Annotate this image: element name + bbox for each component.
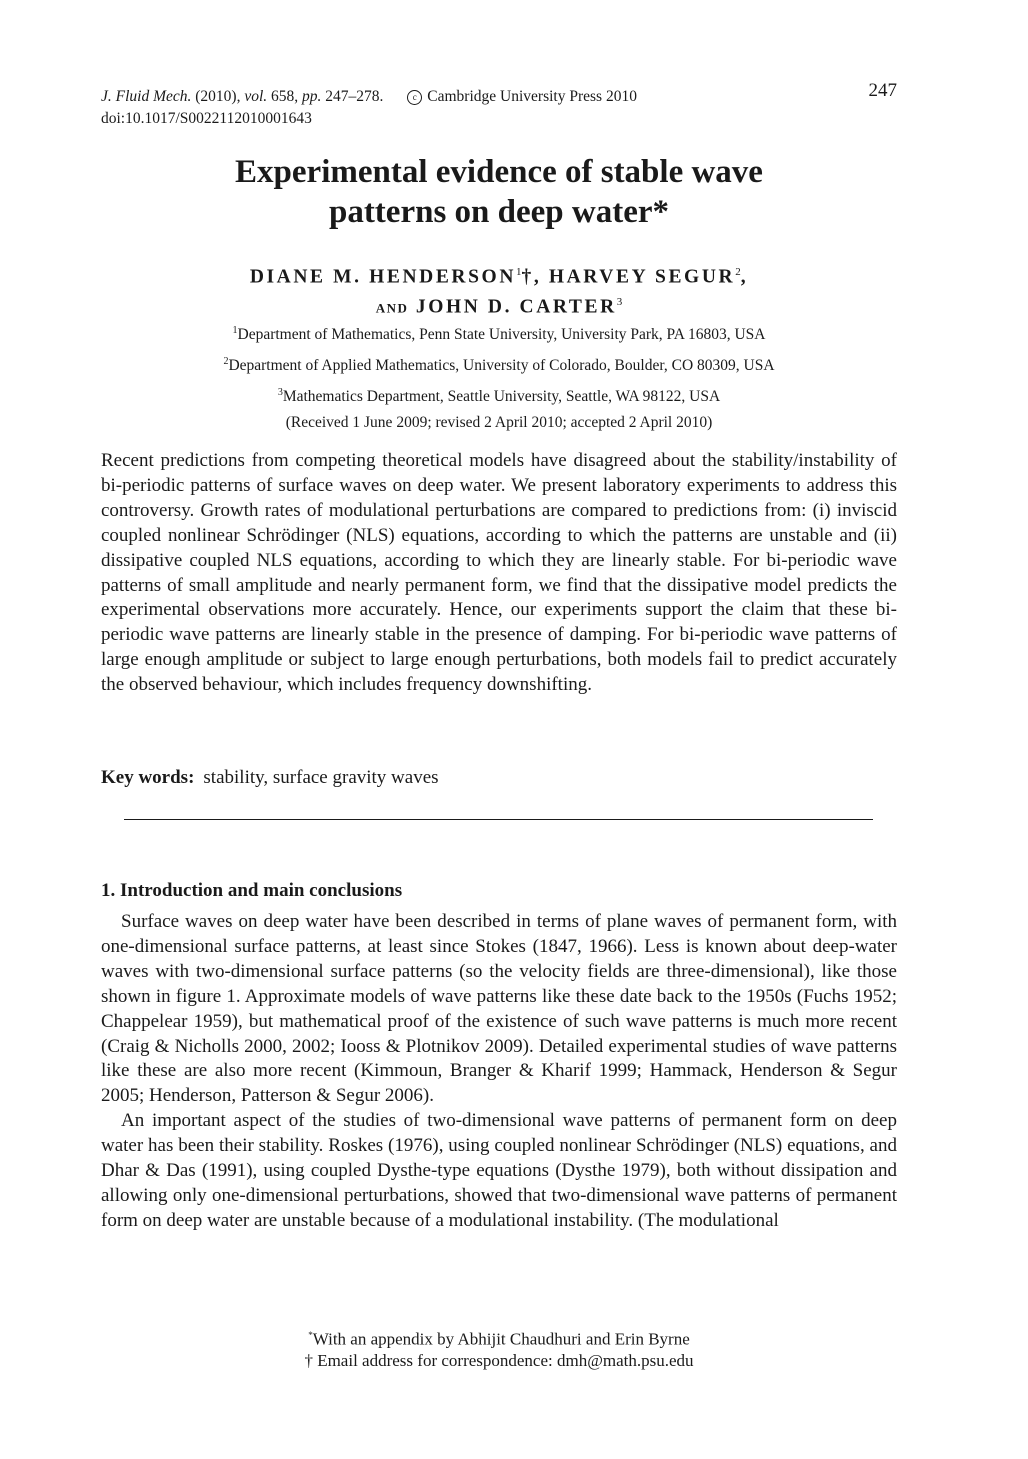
and-word: AND <box>375 300 409 315</box>
author-1: DIANE M. HENDERSON <box>249 266 517 288</box>
affiliations <box>101 317 897 410</box>
page-range: 247–278. <box>325 88 384 105</box>
volume: 658, <box>271 88 299 105</box>
keywords-label: Key words: <box>101 767 195 788</box>
affiliation-mark: 2 <box>223 356 229 368</box>
received-dates: (Received 1 June 2009; revised 2 April 2010; accepted 2 April 2010) <box>285 414 713 431</box>
footnote-1 <box>101 1325 897 1350</box>
copyright-icon: c <box>407 90 422 105</box>
affiliation-3 <box>101 379 897 410</box>
author-2: HARVEY SEGUR <box>548 266 736 288</box>
footnote-1-text: With an appendix by Abhijit Chaudhuri and Erin Byrne <box>312 1329 690 1349</box>
author-2-affil-mark: 2 <box>735 266 741 278</box>
page-number: 247 <box>868 80 897 101</box>
journal-name: J. Fluid Mech. <box>101 88 192 105</box>
pp-label: pp. <box>302 88 322 105</box>
running-header <box>101 80 897 130</box>
footnote-2: † Email address for correspondence: dmh@math.psu.edu <box>304 1350 694 1370</box>
author-separator: , <box>740 266 749 288</box>
author-1-dagger: †, <box>521 266 542 288</box>
footnotes <box>101 1325 897 1371</box>
title-line-2: patterns on deep water <box>328 194 653 230</box>
section-body <box>101 910 897 1234</box>
author-list <box>101 260 897 320</box>
section-heading: 1. Introduction and main conclusions <box>101 880 403 901</box>
abstract: Recent predictions from competing theoretical models have disagreed about the stability/instability of bi-periodic patterns of surface waves on deep water. We present laboratory experiments to address this controversy. Growth rates of modulational perturbations are compared to predictions from: (i) inviscid coupled nonlinear Schrödinger (NLS) equations, according to which the patterns are unstable and (ii) dissipative coupled NLS equations, according to which they are linearly stable. For bi-periodic wave patterns of small amplitude and nearly permanent form, we find that the dissipative model predicts the experimental observations more accurately. Hence, our experiments support the claim that these bi-periodic wave patterns are linearly stable in the presence of damping. For bi-periodic wave patterns of large enough amplitude or subject to large enough perturbations, both models fail to predict accurately the observed behaviour, which includes frequency downshifting. <box>101 450 897 696</box>
paragraph-2: An important aspect of the studies of two-dimensional wave patterns of permanent form on deep water has been their stability. Roskes (1976), using coupled nonlinear Schrödinger (NLS) equations, and Dhar & Das (1991), using coupled Dysthe-type equations (Dysthe 1979), both without dissipation and allowing only one-dimensional perturbations, showed that two-dimensional wave patterns of permanent form on deep water are unstable because of a modulational instability. (The modulational <box>101 1110 897 1231</box>
affiliation-text: Department of Mathematics, Penn State University, University Park, PA 16803, USA <box>237 326 766 344</box>
affiliation-mark: 3 <box>277 387 283 399</box>
title-line-1: Experimental evidence of stable wave <box>235 154 763 190</box>
citation <box>101 86 637 108</box>
footnote-1-mark: * <box>308 1330 313 1340</box>
author-3: JOHN D. CARTER <box>415 296 617 317</box>
title-footnote-mark: * <box>652 194 670 230</box>
affiliation-2 <box>101 348 897 379</box>
affiliation-1 <box>101 317 897 348</box>
doi: doi:10.1017/S0022112010001643 <box>101 110 312 127</box>
copyright <box>407 88 637 105</box>
paragraph-1: Surface waves on deep water have been described in terms of plane waves of permanent form, with one-dimensional surface patterns, at least since Stokes (1847, 1966). Less is known about deep-water waves with two-dimensional surface patterns (so the velocity fields are three-dimensional), like those shown in figure 1. Approximate models of wave patterns like these date back to the 1950s (Fuchs 1952; Chappelear 1959), but mathematical proof of the existence of such wave patterns is much more recent (Craig & Nicholls 2000, 2002; Iooss & Plotnikov 2009). Detailed experimental studies of wave patterns like these are also more recent (Kimmoun, Branger & Kharif 1999; Hammack, Henderson & Segur 2005; Henderson, Patterson & Segur 2006). <box>101 911 897 1107</box>
copyright-text: Cambridge University Press 2010 <box>427 88 637 105</box>
paper-title <box>101 152 897 232</box>
divider-rule <box>124 819 873 820</box>
affiliation-text: Department of Applied Mathematics, University of Colorado, Boulder, CO 80309, USA <box>228 357 775 375</box>
author-3-affil-mark: 3 <box>616 295 623 308</box>
vol-label: vol. <box>244 88 268 105</box>
affiliation-text: Mathematics Department, Seattle University, Seattle, WA 98122, USA <box>282 388 721 406</box>
keywords-value: stability, surface gravity waves <box>203 767 439 788</box>
keywords <box>101 766 439 790</box>
affiliation-mark: 1 <box>232 325 238 336</box>
year: (2010), <box>195 88 241 105</box>
author-1-affil-mark: 1 <box>516 266 522 278</box>
